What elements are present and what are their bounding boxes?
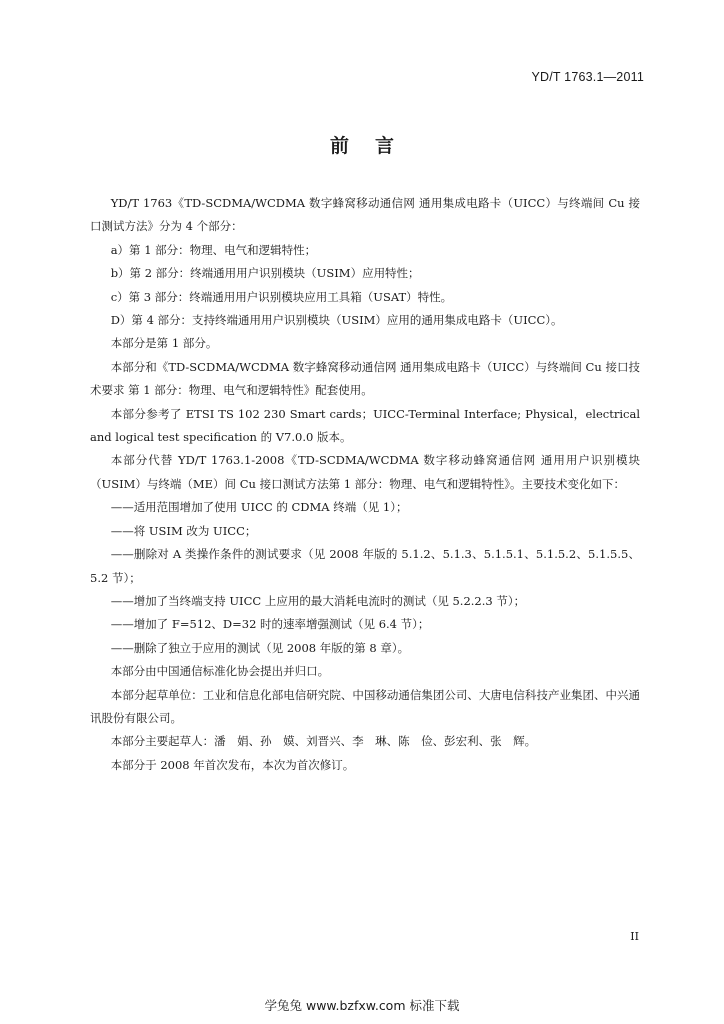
paragraph: 本部分和《TD-SCDMA/WCDMA 数字蜂窝移动通信网 通用集成电路卡（UICC）与终端间 Cu 接口技术要求 第 1 部分：物理、电气和逻辑特性》配套使用。 (90, 359, 640, 398)
paragraph: 本部分主要起草人：潘 娟、孙 嫫、刘晋兴、李 琳、陈 俭、彭宏利、张 辉。 (110, 734, 537, 749)
paragraph: ——适用范围增加了使用 UICC 的 CDMA 终端（见 1）； (110, 500, 408, 515)
paragraph: b）第 2 部分：终端通用用户识别模块（USIM）应用特性； (110, 266, 420, 281)
doc-code: YD/T 1763.1—2011 (531, 70, 644, 84)
footer-watermark: 学兔兔 www.bzfxw.com 标准下载 (264, 998, 460, 1013)
paragraph: ——增加了当终端支持 UICC 上应用的最大消耗电流时的测试（见 5.2.2.3 节）； (110, 593, 526, 608)
paragraph: 本部分由中国通信标准化协会提出并归口。 (110, 664, 330, 679)
body-text (90, 192, 640, 777)
paragraph: a）第 1 部分：物理、电气和逻辑特性； (110, 242, 317, 257)
paragraph: 本部分于 2008 年首次发布，本次为首次修订。 (110, 757, 355, 772)
paragraph: c）第 3 部分：终端通用用户识别模块应用工具箱（USAT）特性。 (110, 289, 453, 304)
paragraph: 本部分代替 YD/T 1763.1-2008《TD-SCDMA/WCDMA 数字移动蜂窝通信网 通用用户识别模块（USIM）与终端（ME）间 Cu 接口测试方法第 1 部分：物理、电气和逻辑特性》。主要技术变化如下： (90, 453, 640, 491)
paragraph: D）第 4 部分：支持终端通用用户识别模块（USIM）应用的通用集成电路卡（UICC）。 (110, 313, 563, 328)
paragraph: 本部分是第 1 部分。 (110, 336, 218, 351)
paragraph: 本部分起草单位：工业和信息化部电信研究院、中国移动通信集团公司、大唐电信科技产业集团、中兴通讯股份有限公司。 (90, 687, 640, 725)
paragraph: YD/T 1763《TD-SCDMA/WCDMA 数字蜂窝移动通信网 通用集成电路卡（UICC）与终端间 Cu 接口测试方法》分为 4 个部分： (90, 196, 640, 234)
page-title: 前言 (329, 135, 420, 157)
page-number: II (630, 930, 639, 943)
paragraph: ——增加了 F=512、D=32 时的速率增强测试（见 6.4 节）； (110, 617, 430, 632)
paragraph: ——删除对 A 类操作条件的测试要求（见 2008 年版的 5.1.2、5.1.3、5.1.5.1、5.1.5.2、5.1.5.5、5.2 节）； (90, 547, 640, 585)
paragraph: ——将 USIM 改为 UICC； (110, 523, 257, 538)
paragraph: ——删除了独立于应用的测试（见 2008 年版的第 8 章）。 (110, 640, 410, 655)
paragraph: 本部分参考了 ETSI TS 102 230 Smart cards；UICC-Terminal Interface; Physical，electrical and logical test specification 的 V7.0.0 版本。 (90, 406, 640, 445)
